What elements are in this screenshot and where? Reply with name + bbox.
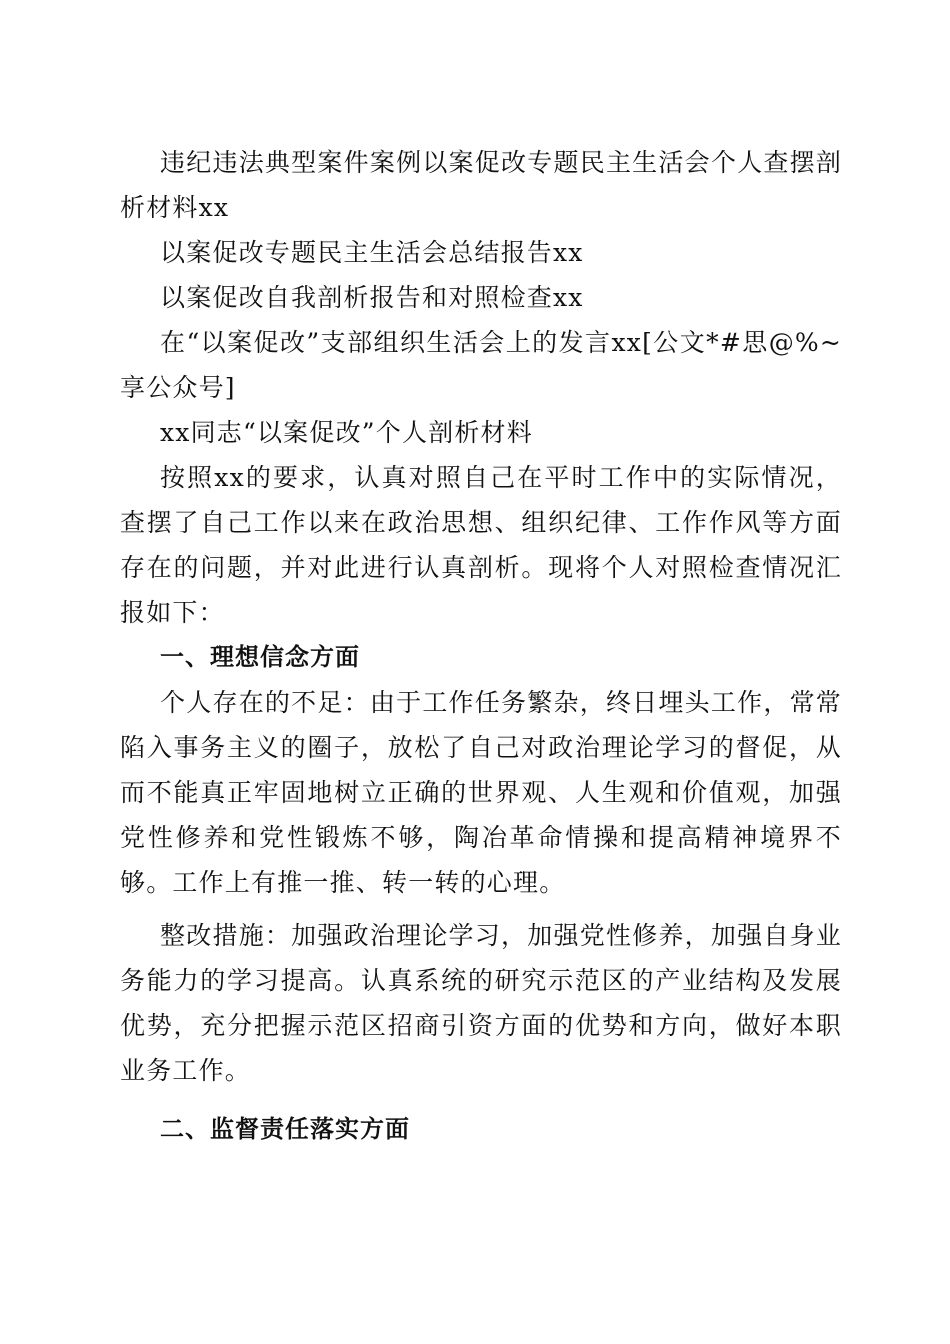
intro-paragraph: 按照xx的要求，认真对照自己在平时工作中的实际情况，查摆了自己工作以来在政治思想、组织纪律、工作作风等方面存在的问题，并对此进行认真剖析。现将个人对照检查情况汇报如下：	[120, 463, 842, 627]
section-problem-paragraph: 个人存在的不足：由于工作任务繁杂，终日埋头工作，常常陷入事务主义的圈子，放松了自己对政治理论学习的督促，从而不能真正牢固地树立正确的世界观、人生观和价值观，加强党性修养和党性锻炼不够，陶冶革命情操和提高精神境界不够。工作上有推一推、转一转的心理。	[120, 688, 842, 897]
related-article-title: 以案促改自我剖析报告和对照检查xx	[160, 283, 584, 312]
section-heading-ideals: 一、理想信念方面	[160, 643, 360, 671]
related-article-title: 违纪违法典型案件案例以案促改专题民主生活会个人查摆剖析材料xx	[120, 148, 842, 222]
related-article-title: 在“以案促改”支部组织生活会上的发言xx[公文*#思@%~享公众号]	[120, 328, 842, 402]
section-measures-paragraph: 整改措施：加强政治理论学习，加强党性修养，加强自身业务能力的学习提高。认真系统的研究示范区的产业结构及发展优势，充分把握示范区招商引资方面的优势和方向，做好本职业务工作。	[120, 921, 842, 1085]
related-article-title: 以案促改专题民主生活会总结报告xx	[160, 238, 584, 267]
section-heading-supervision: 二、监督责任落实方面	[160, 1115, 410, 1143]
document-title: xx同志“以案促改”个人剖析材料	[160, 418, 533, 447]
document-body	[120, 140, 842, 1152]
